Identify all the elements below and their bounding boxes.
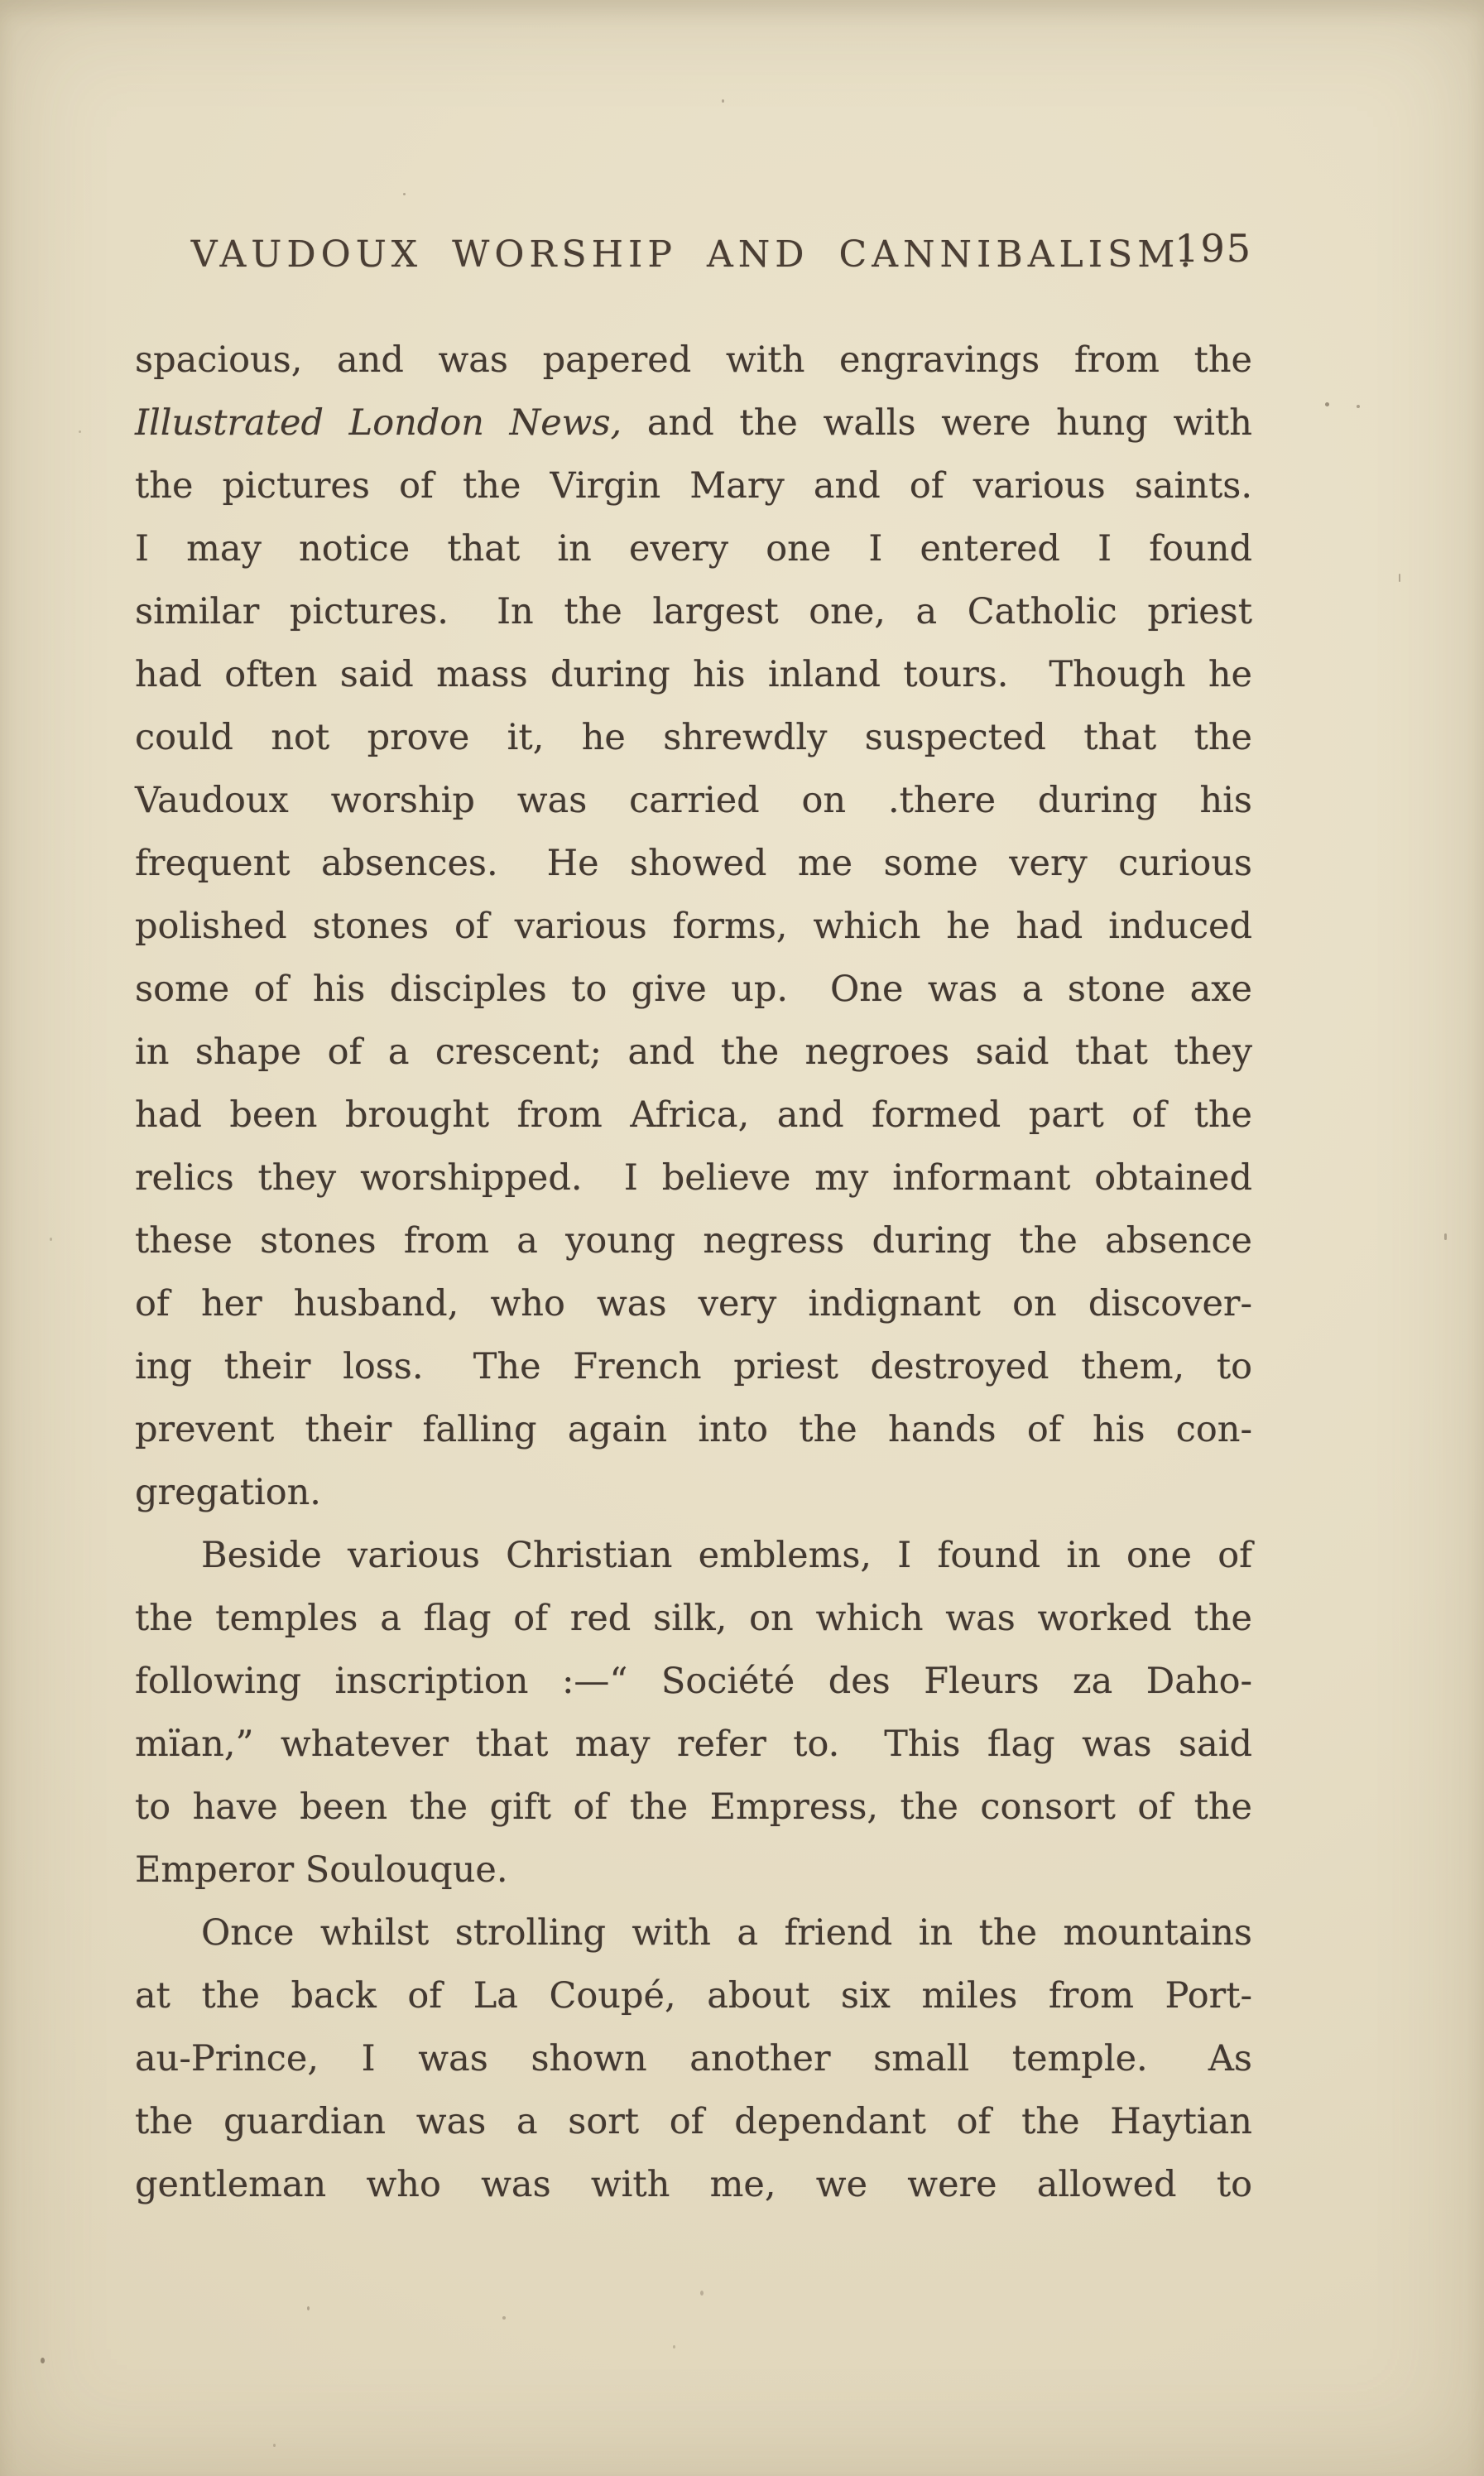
paper-speck xyxy=(79,430,81,433)
text-line: polished stones of various forms, which he had induced xyxy=(135,906,1252,947)
paper-speck xyxy=(673,2345,675,2349)
body-text xyxy=(135,329,1252,2216)
page-header xyxy=(135,226,1252,286)
paper-speck xyxy=(722,99,724,103)
text-line: spacious, and was papered with engravings from the xyxy=(135,339,1252,381)
text-segment: and the walls were hung with xyxy=(646,402,1252,444)
text-line: mïan,” whatever that may refer to. This flag was said xyxy=(135,1724,1252,1765)
text-line: gentleman who was with me, we were allowed to xyxy=(135,2164,1252,2205)
paper-speck xyxy=(41,2358,45,2363)
text-line: the temples a flag of red silk, on which was worked the xyxy=(135,1598,1252,1639)
text-line: had been brought from Africa, and formed part of the xyxy=(135,1094,1252,1136)
text-line: had often said mass during his inland tours. Though he xyxy=(135,654,1252,695)
paper-speck xyxy=(700,2291,704,2296)
text-line: prevent their falling again into the hands of his con- xyxy=(135,1409,1252,1450)
paper-speck xyxy=(307,2306,310,2310)
text-line: ing their loss. The French priest destroyed them, to xyxy=(135,1346,1252,1387)
text-line: in shape of a crescent; and the negroes said that they xyxy=(135,1031,1252,1073)
paper-speck xyxy=(1357,405,1360,408)
paper-speck xyxy=(1325,402,1329,406)
paper-speck xyxy=(273,2444,276,2447)
paper-mark xyxy=(1399,574,1400,582)
text-line-paragraph-end: Emperor Soulouque. xyxy=(135,1849,508,1891)
text-line: these stones from a young negress during the absence xyxy=(135,1220,1252,1262)
text-line-paragraph-end: gregation. xyxy=(135,1472,321,1513)
text-line: to have been the gift of the Empress, the consort of the xyxy=(135,1786,1252,1828)
paper-speck xyxy=(50,1238,52,1241)
paper-speck xyxy=(403,193,406,195)
text-line: the pictures of the Virgin Mary and of various saints. xyxy=(135,465,1252,507)
paper-mark xyxy=(1444,1233,1447,1240)
running-head-title: VAUDOUX WORSHIP AND CANNIBALISM. xyxy=(190,233,1197,276)
text-line: relics they worshipped. I believe my informant obtained xyxy=(135,1157,1252,1199)
text-line-paragraph-start: Beside various Christian emblems, I found in one of xyxy=(201,1535,1252,1576)
text-line: frequent absences. He showed me some very curious xyxy=(135,843,1252,884)
text-line: similar pictures. In the largest one, a Catholic priest xyxy=(135,591,1252,632)
text-line: I may notice that in every one I entered I found xyxy=(135,528,1252,570)
page-number: 195 xyxy=(1174,226,1252,271)
text-line: Vaudoux worship was carried on .there during his xyxy=(135,780,1252,821)
text-line: at the back of La Coupé, about six miles from Port- xyxy=(135,1975,1252,2017)
paper-speck xyxy=(502,2316,506,2320)
text-line: following inscription :—“ Société des Fleurs za Daho- xyxy=(135,1661,1252,1702)
text-line-paragraph-start: Once whilst strolling with a friend in the mountains xyxy=(201,1912,1252,1954)
italic-book-title: Illustrated London News, xyxy=(135,402,647,444)
text-line: of her husband, who was very indignant on discover- xyxy=(135,1283,1252,1325)
text-line xyxy=(135,392,1252,454)
text-line: au-Prince, I was shown another small temple. As xyxy=(135,2038,1252,2079)
text-line: the guardian was a sort of dependant of the Haytian xyxy=(135,2101,1252,2142)
text-line: could not prove it, he shrewdly suspected that the xyxy=(135,717,1252,758)
text-line: some of his disciples to give up. One was a stone axe xyxy=(135,969,1252,1010)
